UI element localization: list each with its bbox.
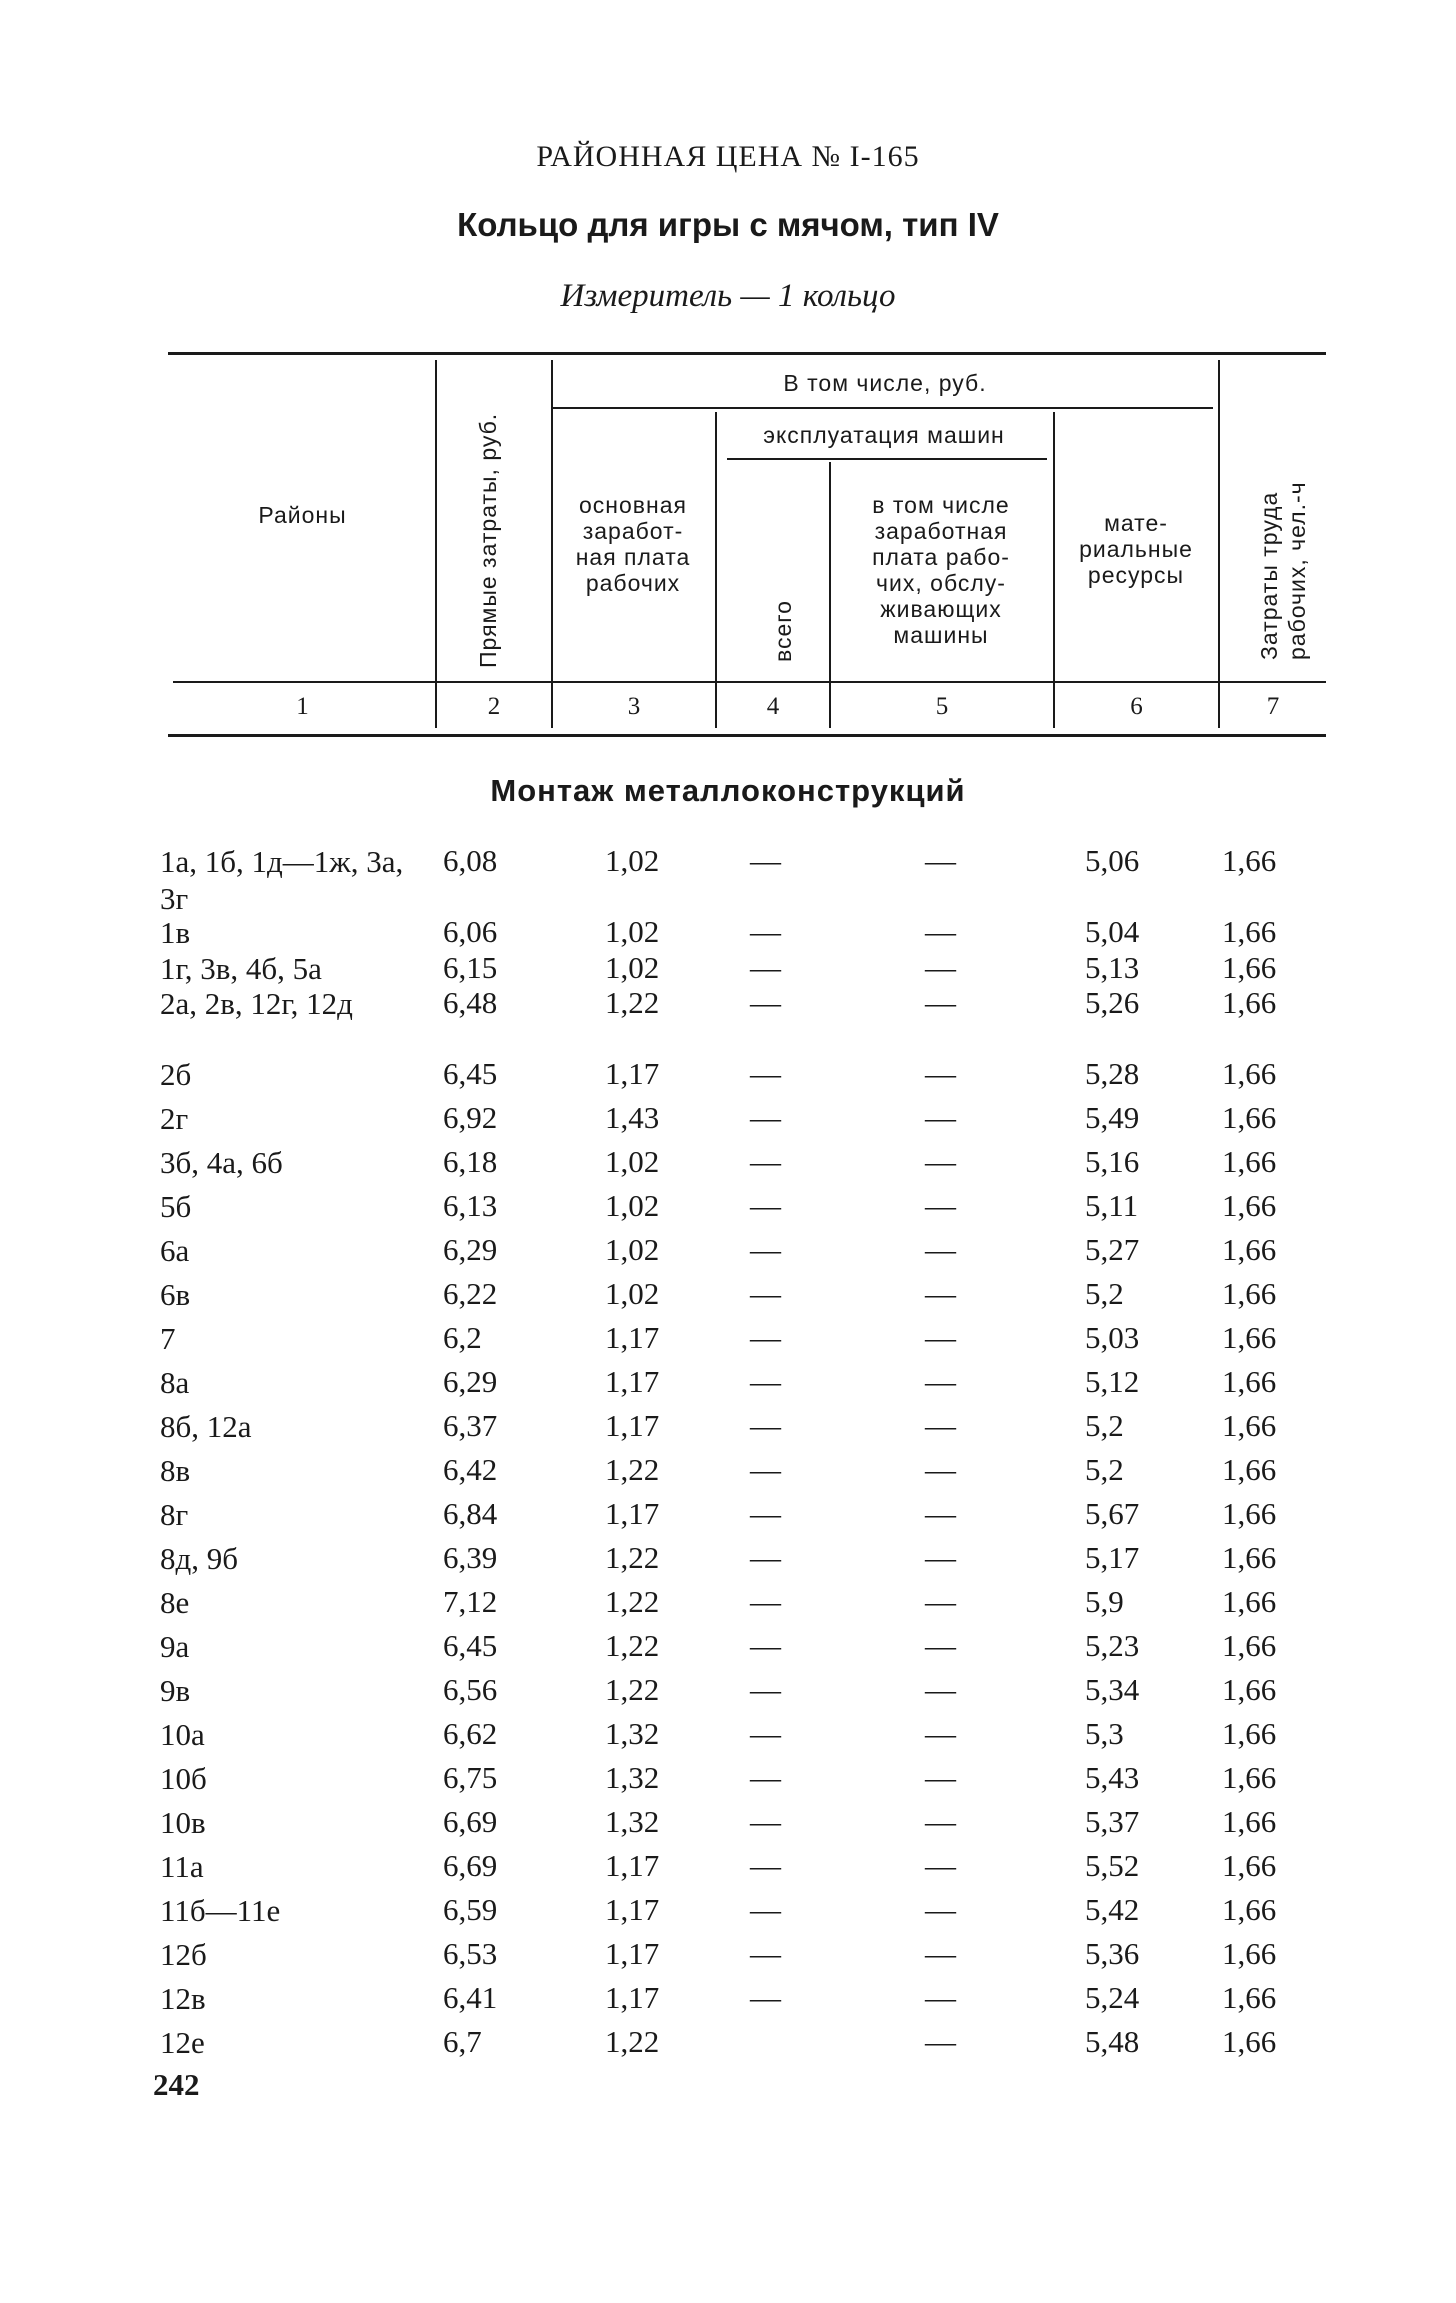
labor-cell: 1,66 bbox=[1222, 1320, 1277, 1355]
column-number-3: 3 bbox=[627, 693, 641, 720]
materials-cell: 5,2 bbox=[1085, 1276, 1124, 1311]
labor-cell: 1,66 bbox=[1222, 843, 1277, 878]
direct-costs-cell: 6,2 bbox=[443, 1320, 482, 1355]
materials-cell: 5,3 bbox=[1085, 1716, 1124, 1751]
region-cell: 8в bbox=[160, 1453, 191, 1488]
machines-rule bbox=[727, 458, 1047, 460]
direct-costs-cell: 6,75 bbox=[443, 1760, 498, 1795]
labor-cell: 1,66 bbox=[1222, 1540, 1277, 1575]
region-cell: 6а bbox=[160, 1233, 190, 1268]
base-wage-cell: 1,17 bbox=[605, 1496, 660, 1531]
table-top-rule bbox=[168, 352, 1326, 355]
base-wage-cell: 1,17 bbox=[605, 1980, 660, 2015]
machine-total-cell: — bbox=[750, 1452, 781, 1487]
machine-wage-cell: — bbox=[925, 1716, 956, 1751]
labor-cell: 1,66 bbox=[1222, 1804, 1277, 1839]
direct-costs-cell: 6,56 bbox=[443, 1672, 498, 1707]
base-wage-cell: 1,17 bbox=[605, 1936, 660, 1971]
machine-total-cell: — bbox=[750, 1364, 781, 1399]
region-cell: 12в bbox=[160, 1981, 206, 2016]
materials-cell: 5,2 bbox=[1085, 1408, 1124, 1443]
direct-costs-cell: 6,48 bbox=[443, 985, 498, 1020]
machine-total-cell: — bbox=[750, 1188, 781, 1223]
header-bottom-rule bbox=[173, 681, 1326, 683]
machine-wage-cell: — bbox=[925, 1980, 956, 2015]
materials-cell: 5,43 bbox=[1085, 1760, 1140, 1795]
region-cell: 11б—11е bbox=[160, 1893, 281, 1928]
labor-cell: 1,66 bbox=[1222, 985, 1277, 1020]
materials-cell: 5,11 bbox=[1085, 1188, 1139, 1223]
base-wage-cell: 1,02 bbox=[605, 1188, 660, 1223]
machine-wage-cell: — bbox=[925, 1452, 956, 1487]
materials-cell: 5,28 bbox=[1085, 1056, 1140, 1091]
column-divider-6 bbox=[1218, 360, 1220, 728]
base-wage-cell: 1,22 bbox=[605, 1584, 660, 1619]
machine-wage-cell: — bbox=[925, 1232, 956, 1267]
region-cell: 12е bbox=[160, 2025, 205, 2060]
machine-total-cell: — bbox=[750, 1056, 781, 1091]
materials-cell: 5,37 bbox=[1085, 1804, 1140, 1839]
machine-wage-cell: — bbox=[925, 914, 956, 949]
column-divider-3 bbox=[715, 412, 717, 728]
machine-total-cell: — bbox=[750, 1672, 781, 1707]
machine-wage-cell: — bbox=[925, 1056, 956, 1091]
materials-cell: 5,42 bbox=[1085, 1892, 1140, 1927]
direct-costs-cell: 6,84 bbox=[443, 1496, 498, 1531]
labor-cell: 1,66 bbox=[1222, 1144, 1277, 1179]
machine-wage-cell: — bbox=[925, 1892, 956, 1927]
direct-costs-cell: 6,45 bbox=[443, 1628, 498, 1663]
machine-wage-cell: — bbox=[925, 950, 956, 985]
labor-cell: 1,66 bbox=[1222, 1232, 1277, 1267]
direct-costs-cell: 6,45 bbox=[443, 1056, 498, 1091]
base-wage-cell: 1,02 bbox=[605, 1144, 660, 1179]
machine-wage-cell: — bbox=[925, 1848, 956, 1883]
labor-cell: 1,66 bbox=[1222, 1672, 1277, 1707]
labor-cell: 1,66 bbox=[1222, 1936, 1277, 1971]
base-wage-cell: 1,17 bbox=[605, 1364, 660, 1399]
materials-cell: 5,52 bbox=[1085, 1848, 1140, 1883]
region-cell: 2а, 2в, 12г, 12д bbox=[160, 986, 353, 1021]
region-cell: 12б bbox=[160, 1937, 207, 1972]
machine-wage-cell: — bbox=[925, 1320, 956, 1355]
base-wage-cell: 1,22 bbox=[605, 1628, 660, 1663]
base-wage-cell: 1,02 bbox=[605, 914, 660, 949]
machine-total-cell: — bbox=[750, 1936, 781, 1971]
base-wage-cell: 1,22 bbox=[605, 1672, 660, 1707]
region-cell: 2б bbox=[160, 1057, 192, 1092]
labor-cell: 1,66 bbox=[1222, 1760, 1277, 1795]
materials-cell: 5,2 bbox=[1085, 1452, 1124, 1487]
machine-wage-cell: — bbox=[925, 1760, 956, 1795]
materials-cell: 5,04 bbox=[1085, 914, 1140, 949]
base-wage-cell: 1,17 bbox=[605, 1848, 660, 1883]
materials-cell: 5,49 bbox=[1085, 1100, 1140, 1135]
machine-total-cell: — bbox=[750, 1892, 781, 1927]
machine-wage-cell: — bbox=[925, 1100, 956, 1135]
materials-cell: 5,17 bbox=[1085, 1540, 1140, 1575]
materials-cell: 5,26 bbox=[1085, 985, 1140, 1020]
machine-total-cell: — bbox=[750, 1760, 781, 1795]
materials-cell: 5,27 bbox=[1085, 1232, 1140, 1267]
direct-costs-cell: 7,12 bbox=[443, 1584, 498, 1619]
header-regions: Районы bbox=[258, 502, 347, 528]
labor-cell: 1,66 bbox=[1222, 2024, 1277, 2059]
column-number-5: 5 bbox=[935, 693, 949, 720]
materials-cell: 5,34 bbox=[1085, 1672, 1140, 1707]
base-wage-cell: 1,32 bbox=[605, 1760, 660, 1795]
machine-total-cell: — bbox=[750, 1848, 781, 1883]
machine-total-cell: — bbox=[750, 985, 781, 1020]
base-wage-cell: 1,17 bbox=[605, 1320, 660, 1355]
labor-cell: 1,66 bbox=[1222, 1452, 1277, 1487]
direct-costs-cell: 6,41 bbox=[443, 1980, 498, 2015]
machine-total-cell: — bbox=[750, 950, 781, 985]
table-header-end-rule bbox=[168, 734, 1326, 737]
document-subtitle: Кольцо для игры с мячом, тип IV bbox=[457, 206, 999, 243]
region-cell: 10б bbox=[160, 1761, 207, 1796]
machine-total-cell: — bbox=[750, 1540, 781, 1575]
including-rule bbox=[553, 407, 1213, 409]
labor-cell: 1,66 bbox=[1222, 950, 1277, 985]
region-cell: 7 bbox=[160, 1321, 176, 1356]
machine-total-cell: — bbox=[750, 1628, 781, 1663]
machine-wage-cell: — bbox=[925, 1496, 956, 1531]
machine-wage-cell: — bbox=[925, 1276, 956, 1311]
materials-cell: 5,48 bbox=[1085, 2024, 1140, 2059]
region-cell: 8а bbox=[160, 1365, 190, 1400]
direct-costs-cell: 6,7 bbox=[443, 2024, 482, 2059]
labor-cell: 1,66 bbox=[1222, 1716, 1277, 1751]
machine-wage-cell: — bbox=[925, 1364, 956, 1399]
base-wage-cell: 1,22 bbox=[605, 1452, 660, 1487]
machine-total-cell: — bbox=[750, 1804, 781, 1839]
machine-total-cell: — bbox=[750, 1496, 781, 1531]
direct-costs-cell: 6,69 bbox=[443, 1804, 498, 1839]
labor-cell: 1,66 bbox=[1222, 1056, 1277, 1091]
machine-wage-cell: — bbox=[925, 1144, 956, 1179]
region-cell: 10а bbox=[160, 1717, 205, 1752]
machine-wage-cell: — bbox=[925, 2024, 956, 2059]
labor-cell: 1,66 bbox=[1222, 1276, 1277, 1311]
base-wage-cell: 1,22 bbox=[605, 985, 660, 1020]
base-wage-cell: 1,22 bbox=[605, 2024, 660, 2059]
header-including: В том числе, руб. bbox=[783, 370, 987, 396]
base-wage-cell: 1,17 bbox=[605, 1056, 660, 1091]
machine-wage-cell: — bbox=[925, 985, 956, 1020]
base-wage-cell: 1,43 bbox=[605, 1100, 660, 1135]
base-wage-cell: 1,32 bbox=[605, 1716, 660, 1751]
base-wage-cell: 1,22 bbox=[605, 1540, 660, 1575]
machine-wage-cell: — bbox=[925, 1188, 956, 1223]
materials-cell: 5,13 bbox=[1085, 950, 1140, 985]
machine-wage-cell: — bbox=[925, 843, 956, 878]
direct-costs-cell: 6,42 bbox=[443, 1452, 498, 1487]
region-cell: 11а bbox=[160, 1849, 204, 1884]
header-base-wage: основная заработ- ная плата рабочих bbox=[575, 492, 691, 596]
header-machine-operation: эксплуатация машин bbox=[763, 422, 1005, 448]
direct-costs-cell: 6,08 bbox=[443, 843, 498, 878]
direct-costs-cell: 6,53 bbox=[443, 1936, 498, 1971]
direct-costs-cell: 6,37 bbox=[443, 1408, 498, 1443]
direct-costs-cell: 6,62 bbox=[443, 1716, 498, 1751]
machine-wage-cell: — bbox=[925, 1672, 956, 1707]
region-cell: 8г bbox=[160, 1497, 189, 1532]
machine-total-cell: — bbox=[750, 843, 781, 878]
materials-cell: 5,23 bbox=[1085, 1628, 1140, 1663]
header-machine-wage: в том числе заработная плата рабо- чих, обслу- живающих машины bbox=[872, 492, 1010, 648]
direct-costs-cell: 6,15 bbox=[443, 950, 498, 985]
machine-wage-cell: — bbox=[925, 1584, 956, 1619]
base-wage-cell: 1,02 bbox=[605, 1232, 660, 1267]
header-machine-total: всего bbox=[770, 600, 796, 662]
base-wage-cell: 1,17 bbox=[605, 1408, 660, 1443]
page-number: 242 bbox=[153, 2067, 200, 2102]
base-wage-cell: 1,02 bbox=[605, 843, 660, 878]
section-title: Монтаж металлоконструкций bbox=[490, 773, 966, 808]
region-cell: 1а, 1б, 1д—1ж, 3а, 3г bbox=[160, 844, 404, 916]
labor-cell: 1,66 bbox=[1222, 1628, 1277, 1663]
document-title: РАЙОННАЯ ЦЕНА № I-165 bbox=[536, 140, 920, 173]
direct-costs-cell: 6,92 bbox=[443, 1100, 498, 1135]
machine-total-cell: — bbox=[750, 1716, 781, 1751]
labor-cell: 1,66 bbox=[1222, 1188, 1277, 1223]
header-materials: мате- риальные ресурсы bbox=[1079, 510, 1193, 588]
header-labor-line1: Затраты труда bbox=[1256, 491, 1282, 660]
direct-costs-cell: 6,29 bbox=[443, 1364, 498, 1399]
labor-cell: 1,66 bbox=[1222, 914, 1277, 949]
direct-costs-cell: 6,13 bbox=[443, 1188, 498, 1223]
base-wage-cell: 1,02 bbox=[605, 1276, 660, 1311]
labor-cell: 1,66 bbox=[1222, 1364, 1277, 1399]
direct-costs-cell: 6,39 bbox=[443, 1540, 498, 1575]
column-number-7: 7 bbox=[1266, 693, 1280, 720]
region-cell: 6в bbox=[160, 1277, 191, 1312]
column-number-1: 1 bbox=[296, 693, 309, 720]
region-cell: 3б, 4а, 6б bbox=[160, 1145, 283, 1180]
region-cell: 9а bbox=[160, 1629, 190, 1664]
materials-cell: 5,24 bbox=[1085, 1980, 1140, 2015]
materials-cell: 5,06 bbox=[1085, 843, 1140, 878]
direct-costs-cell: 6,29 bbox=[443, 1232, 498, 1267]
materials-cell: 5,16 bbox=[1085, 1144, 1140, 1179]
direct-costs-cell: 6,69 bbox=[443, 1848, 498, 1883]
labor-cell: 1,66 bbox=[1222, 1892, 1277, 1927]
direct-costs-cell: 6,18 bbox=[443, 1144, 498, 1179]
machine-total-cell: — bbox=[750, 1320, 781, 1355]
labor-cell: 1,66 bbox=[1222, 1980, 1277, 2015]
direct-costs-cell: 6,06 bbox=[443, 914, 498, 949]
machine-total-cell: — bbox=[750, 1276, 781, 1311]
machine-total-cell: — bbox=[750, 914, 781, 949]
region-cell: 8е bbox=[160, 1585, 190, 1620]
machine-total-cell: — bbox=[750, 1408, 781, 1443]
machine-total-cell: — bbox=[750, 1100, 781, 1135]
labor-cell: 1,66 bbox=[1222, 1100, 1277, 1135]
base-wage-cell: 1,17 bbox=[605, 1892, 660, 1927]
machine-total-cell: — bbox=[750, 1232, 781, 1267]
base-wage-cell: 1,32 bbox=[605, 1804, 660, 1839]
materials-cell: 5,9 bbox=[1085, 1584, 1124, 1619]
materials-cell: 5,03 bbox=[1085, 1320, 1140, 1355]
machine-wage-cell: — bbox=[925, 1628, 956, 1663]
machine-total-cell: — bbox=[750, 1584, 781, 1619]
region-cell: 10в bbox=[160, 1805, 206, 1840]
region-cell: 9в bbox=[160, 1673, 191, 1708]
labor-cell: 1,66 bbox=[1222, 1848, 1277, 1883]
machine-total-cell: — bbox=[750, 1144, 781, 1179]
base-wage-cell: 1,02 bbox=[605, 950, 660, 985]
region-cell: 2г bbox=[160, 1101, 189, 1136]
materials-cell: 5,36 bbox=[1085, 1936, 1140, 1971]
region-cell: 5б bbox=[160, 1189, 192, 1224]
machine-wage-cell: — bbox=[925, 1540, 956, 1575]
machine-total-cell: — bbox=[750, 1980, 781, 2015]
column-divider-1 bbox=[435, 360, 437, 728]
labor-cell: 1,66 bbox=[1222, 1584, 1277, 1619]
column-number-6: 6 bbox=[1130, 693, 1143, 720]
materials-cell: 5,12 bbox=[1085, 1364, 1140, 1399]
labor-cell: 1,66 bbox=[1222, 1496, 1277, 1531]
measure-unit: Измеритель — 1 кольцо bbox=[560, 278, 896, 314]
region-cell: 1г, 3в, 4б, 5а bbox=[160, 951, 322, 986]
labor-cell: 1,66 bbox=[1222, 1408, 1277, 1443]
machine-wage-cell: — bbox=[925, 1408, 956, 1443]
header-direct-costs: Прямые затраты, руб. bbox=[475, 412, 501, 668]
direct-costs-cell: 6,59 bbox=[443, 1892, 498, 1927]
column-number-4: 4 bbox=[766, 693, 780, 720]
region-cell: 8б, 12а bbox=[160, 1409, 252, 1444]
region-cell: 8д, 9б bbox=[160, 1541, 239, 1576]
direct-costs-cell: 6,22 bbox=[443, 1276, 498, 1311]
materials-cell: 5,67 bbox=[1085, 1496, 1140, 1531]
machine-wage-cell: — bbox=[925, 1804, 956, 1839]
column-number-2: 2 bbox=[487, 693, 501, 720]
machine-wage-cell: — bbox=[925, 1936, 956, 1971]
region-cell: 1в bbox=[160, 915, 191, 950]
header-labor-line2: рабочих, чел.-ч bbox=[1284, 481, 1310, 660]
